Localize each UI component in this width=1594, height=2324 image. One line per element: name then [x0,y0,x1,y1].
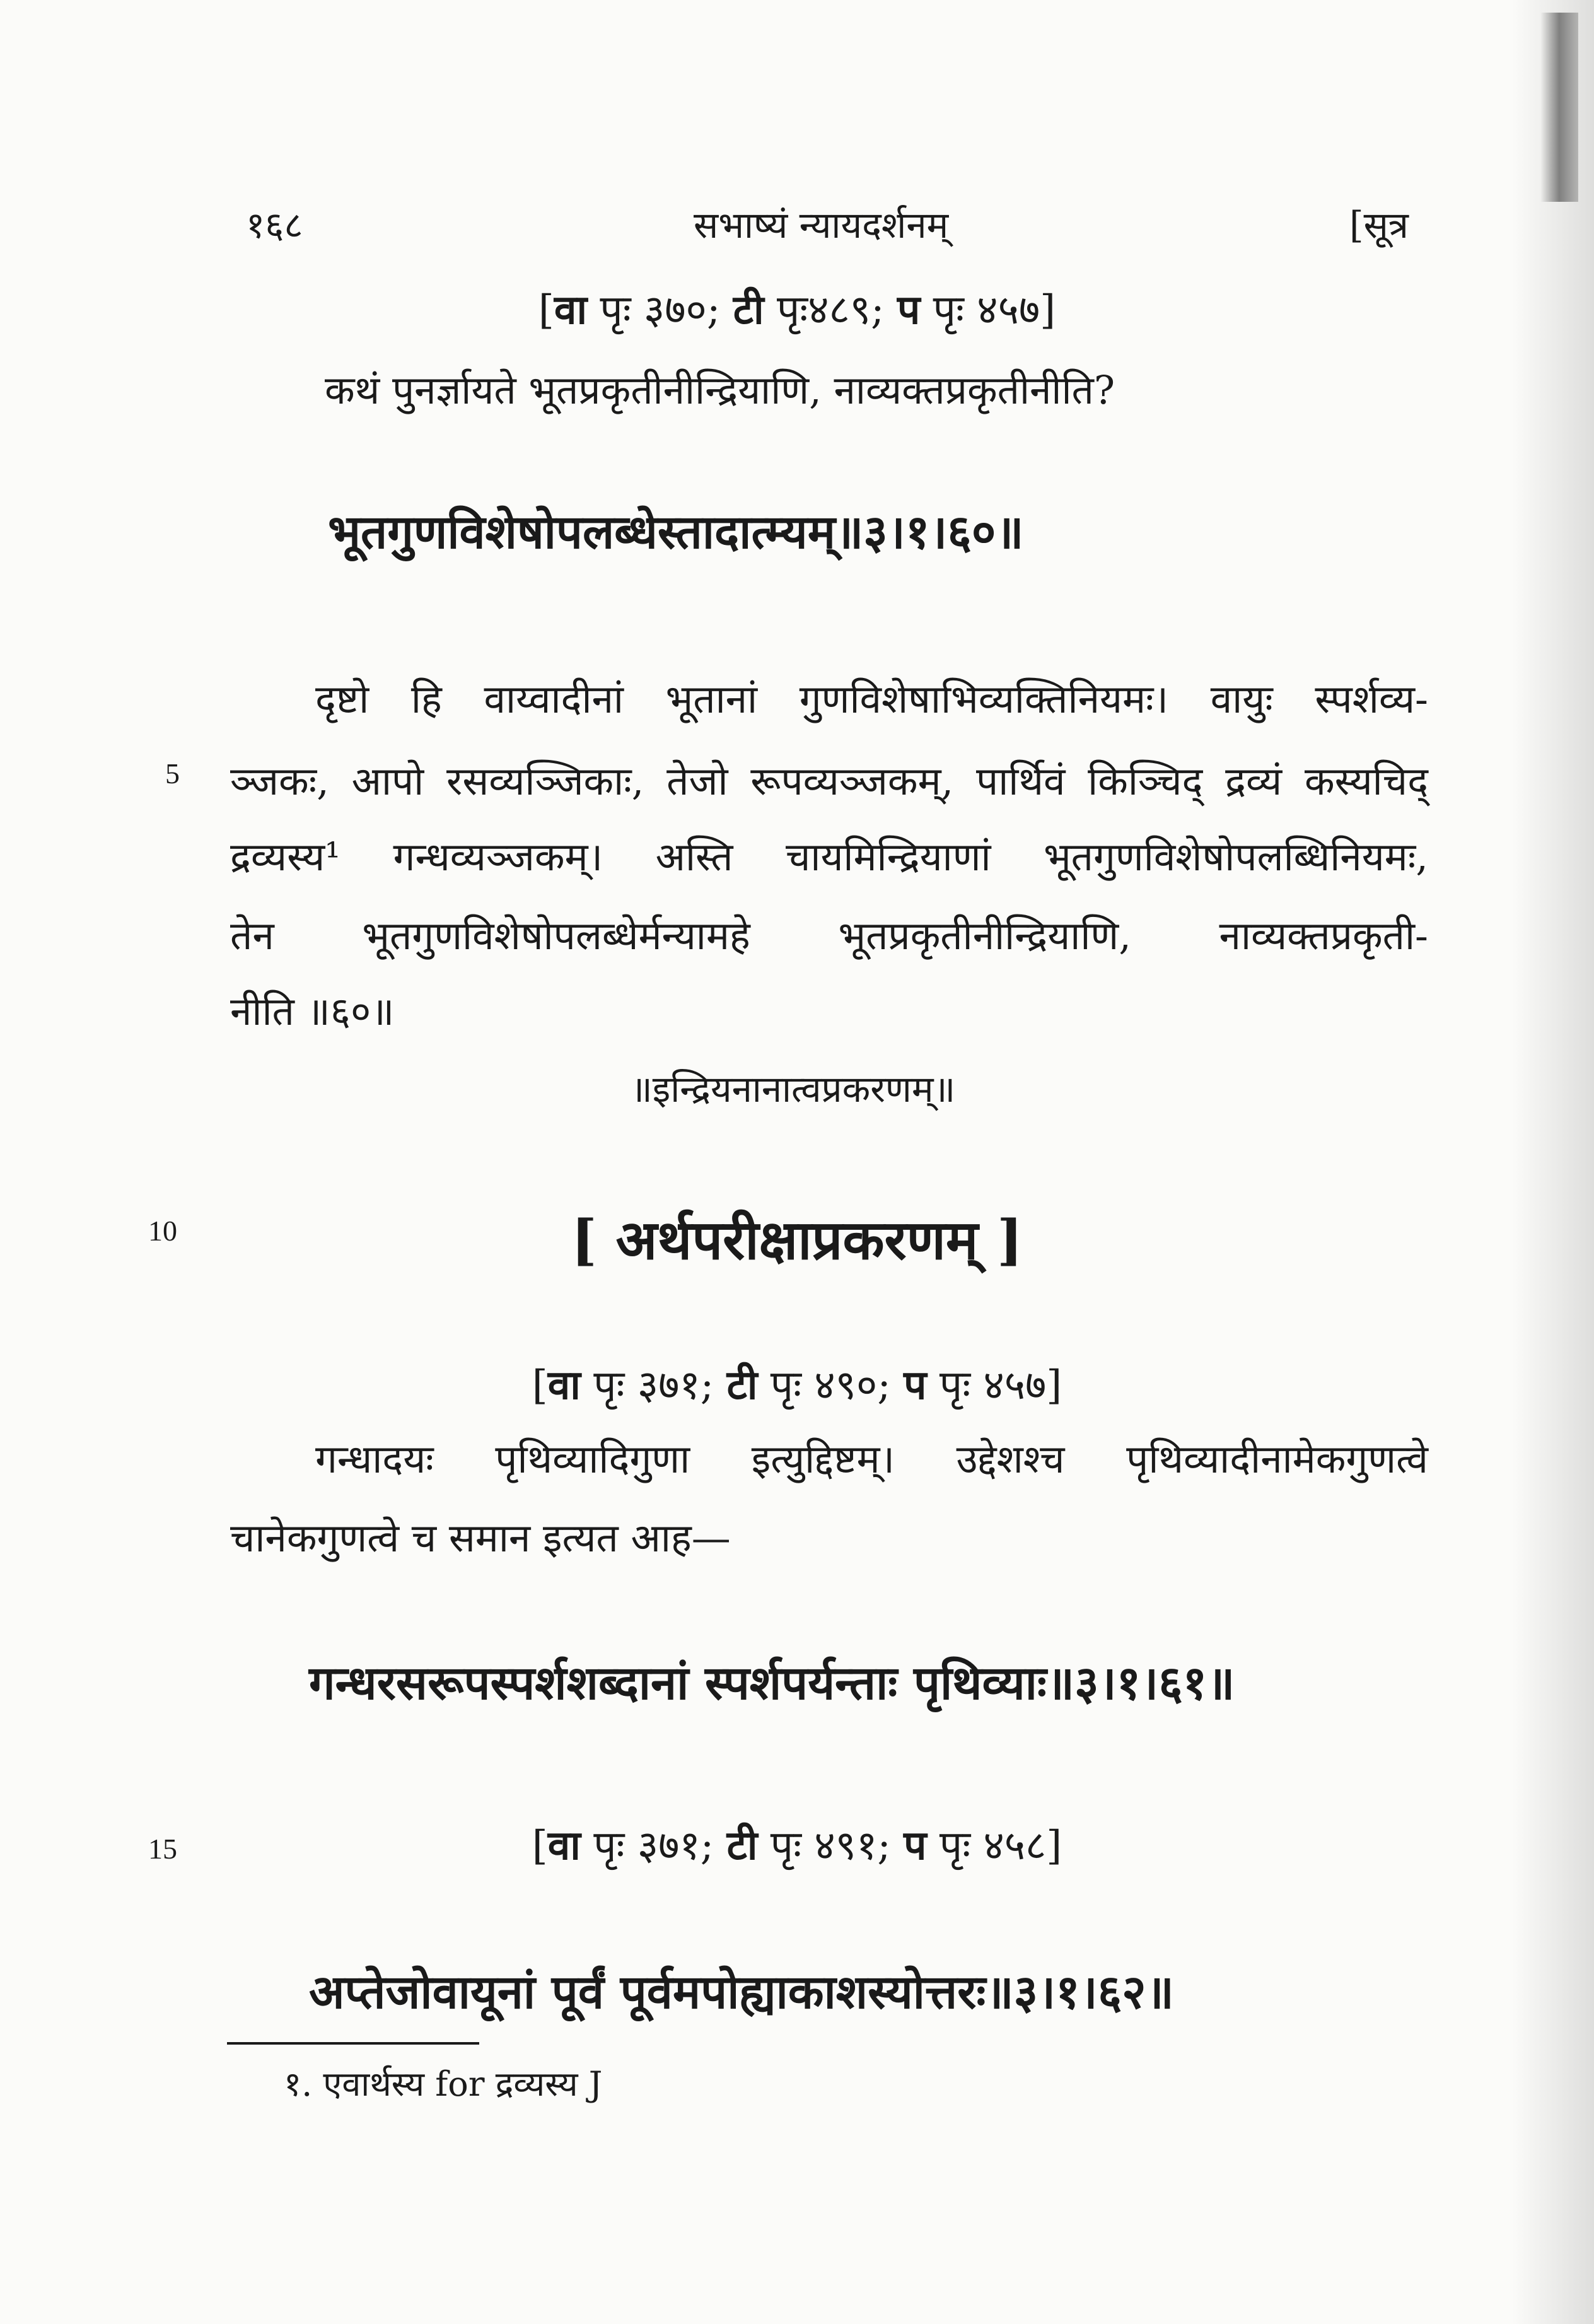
line-number-15: 15 [148,1833,177,1865]
bhashya-line-5: नीति ॥६०॥ [230,988,395,1034]
reference-line-2: [वा पृः ३७१; टी पृः ४९०; प पृः ४५७] [532,1362,1062,1409]
section-marker: [सूत्र [1349,204,1409,247]
reference-line-3: [वा पृः ३७१; टी पृः ४९१; प पृः ४५८] [532,1822,1062,1869]
bhashya-line-3: द्रव्यस्य¹ गन्धव्यञ्जकम्। अस्ति चायमिन्द्रियाणां भूतगुणविशेषोपलब्धिनियमः, [230,834,1428,880]
line-number-10: 10 [148,1215,177,1247]
line-number-5: 5 [165,757,180,790]
footnote: १. एवार्थस्य for द्रव्यस्य J [284,2064,603,2104]
bhashya-61-line-2: चानेकगुणत्वे च समान इत्यत आह— [230,1515,731,1561]
bhashya-line-4: तेन भूतगुणविशेषोपलब्धेर्मन्यामहे भूतप्रकृतीनीन्द्रियाणि, नाव्यक्तप्रकृती- [230,913,1428,959]
prakarana-end: ॥इन्द्रियनानात्वप्रकरणम्॥ [631,1068,956,1111]
sutra-60: भूतगुणविशेषोपलब्धेस्तादात्म्यम्॥३।१।६०॥ [328,505,1024,559]
bhashya-line-2: ञ्जकः, आपो रसव्यञ्जिकाः, तेजो रूपव्यञ्जकम्, पार्थिवं किञ्चिद् द्रव्यं कस्यचिद् [230,758,1428,804]
sutra-61: गन्धरसरूपस्पर्शशब्दानां स्पर्शपर्यन्ताः पृथिव्याः॥३।१।६१॥ [309,1656,1235,1710]
footnote-rule [227,2042,479,2045]
running-title: सभाष्यं न्यायदर्शनम् [694,204,949,247]
intro-question: कथं पुनर्ज्ञायते भूतप्रकृतीनीन्द्रियाणि, नाव्यक्तप्रकृतीनीति? [325,367,1115,413]
prakarana-title: [ अर्थपरीक्षाप्रकरणम् ] [571,1208,1023,1272]
sutra-62: अप्तेजोवायूनां पूर्वं पूर्वमपोह्याकाशस्योत्तरः॥३।१।६२॥ [309,1965,1174,2019]
binding-shadow [1540,13,1578,202]
scanned-page-edge [1512,0,1594,2324]
bhashya-line-1: दृष्टो हि वाय्वादीनां भूतानां गुणविशेषाभिव्यक्तिनियमः। वायुः स्पर्शव्य- [315,676,1428,722]
bhashya-61-line-1: गन्धादयः पृथिव्यादिगुणा इत्युद्दिष्टम्। उद्देशश्च पृथिव्यादीनामेकगुणत्वे [315,1436,1428,1482]
page-number: १६८ [246,204,303,247]
reference-line-1: [वा पृः ३७०; टी पृः४८९; प पृः ४५७] [538,286,1056,334]
